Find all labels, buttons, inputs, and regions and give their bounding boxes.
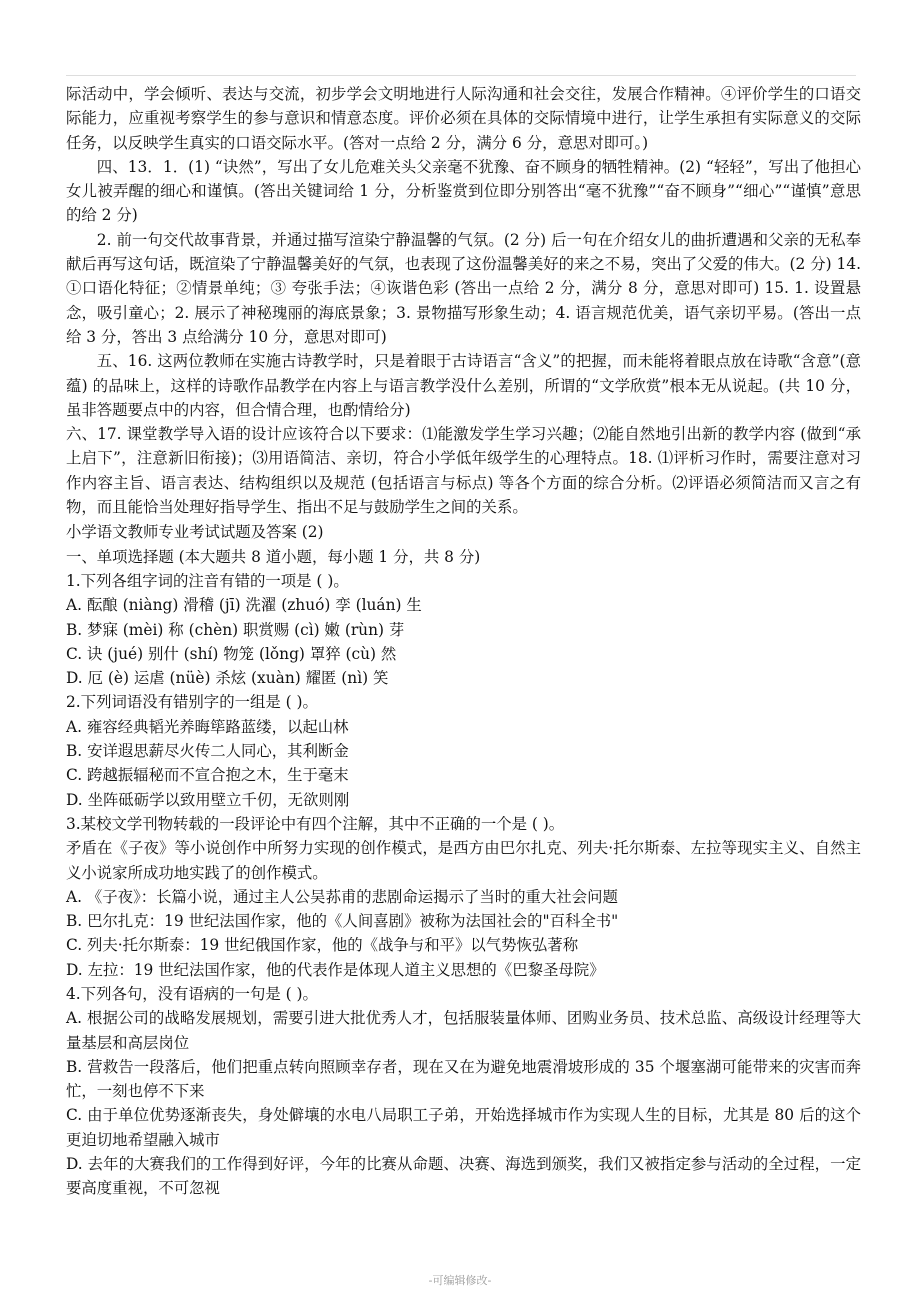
answer-paragraph-3: 2. 前一句交代故事背景，并通过描写渲染宁静温馨的气氛。(2 分) 后一句在介绍女儿的曲折遭遇和父亲的无私奉献后再写这句话，既渲染了宁静温馨美好的气氛，也表现了这份温馨美好的来之不易，突出了父爱的伟大。(2 分) 14. ①口语化特征；②情景单纯；③ 夸张手法；④诙谐色彩 (答出一点给 2 分，满分 8 分，意思对即可) 15. 1. 设置悬念，吸引童心；2. 展示了神秘瑰丽的海底景象；3. 景物描写形象生动；4. 语言规范优美，语气亲切平易。(答出一点给 3 分，答出 3 点给满分 10 分，意思对即可) (66, 230, 861, 346)
question-1-option-d: D. 厄 (è) 运虐 (nüè) 杀炫 (xuàn) 耀匿 (nì) 笑 (66, 669, 389, 688)
question-4-option-d: D. 去年的大赛我们的工作得到好评，今年的比赛从命题、决赛、海选到颁奖，我们又被指定参与活动的全过程，一定要高度重视，不可忽视 (66, 1155, 861, 1198)
question-2-option-c: C. 跨越振辐秘而不宣合抱之木，生于毫末 (66, 766, 349, 785)
question-3-option-d: D. 左拉：19 世纪法国作家，他的代表作是体现人道主义思想的《巴黎圣母院》 (66, 960, 605, 979)
question-2-option-a: A. 雍容经典韬光养晦筚路蓝缕，以起山林 (66, 717, 349, 736)
answer-paragraph-5: 六、17. 课堂教学导入语的设计应该符合以下要求：⑴能激发学生学习兴趣；⑵能自然地引出新的教学内容 (做到“承上启下”，注意新旧衔接)；⑶用语简洁、亲切，符合小学低年级学生的心理特点。18. ⑴评析习作时，需要注意对习作内容主旨、语言表达、结构组织以及规范 (包括语言与标点) 等各个方面的综合分析。⑵评语必须简洁而又言之有物，而且能恰当处理好指导学生、指出不足与鼓励学生之间的关系。 (66, 425, 861, 517)
question-1-option-b: B. 梦寐 (mèi) 称 (chèn) 职赏赐 (cì) 嫩 (rùn) 芽 (66, 620, 405, 639)
question-2-option-d: D. 坐阵砥砺学以致用壁立千仞，无欲则刚 (66, 790, 350, 809)
question-4-option-b: B. 营救告一段落后，他们把重点转向照顾幸存者，现在又在为避免地震滑坡形成的 35 个堰塞湖可能带来的灾害而奔忙，一刻也停不下来 (66, 1057, 861, 1101)
question-4-option-a: A. 根据公司的战略发展规划，需要引进大批优秀人才，包括服装量体师、团购业务员、技术总监、高级设计经理等大量基层和高层岗位 (66, 1009, 861, 1052)
answer-paragraph-1: 际活动中，学会倾听、表达与交流，初步学会文明地进行人际沟通和社会交往，发展合作精神。④评价学生的口语交际能力，应重视考察学生的参与意识和情意态度。评价必须在具体的交际情境中进行，让学生承担有实际意义的交际任务，以反映学生真实的口语交际水平。(答对一点给 2 分，满分 6 分，意思对即可。) (66, 85, 861, 152)
answer-paragraph-2: 四、13．1．(1) “诀然”，写出了女儿危难关头父亲毫不犹豫、奋不顾身的牺牲精神。(2) “轻轻”，写出了他担心女儿被弄醒的细心和谨慎。(答出关键词给 1 分，分析鉴赏到位即分别答出“毫不犹豫”“奋不顾身”“细心”“谨慎”意思的给 2 分) (66, 157, 861, 225)
section-heading: 一、单项选择题 (本大题共 8 道小题，每小题 1 分，共 8 分) (66, 547, 481, 566)
answer-paragraph-4: 五、16. 这两位教师在实施古诗教学时，只是着眼于古诗语言“含义”的把握，而未能将着眼点放在诗歌“含意”(意蕴) 的品味上，这样的诗歌作品教学在内容上与语言教学没什么差别，所谓的“文学欣赏”根本无从说起。(共 10 分，虽非答题要点中的内容，但合情合理，也酌情给分) (66, 352, 861, 419)
question-3-stem: 3.某校文学刊物转载的一段评论中有四个注解，其中不正确的一个是 ( )。 (66, 814, 565, 833)
question-2-option-b: B. 安详遐思薪尽火传二人同心，其利断金 (66, 742, 349, 761)
question-1-stem: 1.下列各组字词的注音有错的一项是 ( )。 (66, 571, 349, 590)
question-3-option-b: B. 巴尔扎克：19 世纪法国作家，他的《人间喜剧》被称为法国社会的"百科全书" (66, 912, 619, 931)
question-3-passage: 矛盾在《子夜》等小说创作中所努力实现的创作模式，是西方由巴尔扎克、列夫·托尔斯泰、左拉等现实主义、自然主义小说家所成功地实践了的创作模式。 (66, 839, 861, 882)
page-footer: -可编辑修改- (428, 1274, 492, 1287)
question-1-option-a: A. 酝酿 (niàng) 滑稽 (jī) 洗濯 (zhuó) 孪 (luán) 生 (66, 596, 422, 615)
question-3-option-c: C. 列夫·托尔斯泰：19 世纪俄国作家，他的《战争与和平》以气势恢弘著称 (66, 936, 579, 955)
question-2-stem: 2.下列词语没有错别字的一组是 ( )。 (66, 693, 318, 712)
question-1-option-c: C. 诀 (jué) 别什 (shí) 物笼 (lǒng) 罩猝 (cù) 然 (66, 644, 397, 663)
question-4-option-c: C. 由于单位优势逐渐丧失，身处僻壤的水电八局职工子弟，开始选择城市作为实现人生的目标，尤其是 80 后的这个更迫切地希望融入城市 (66, 1106, 861, 1149)
exam-title: 小学语文教师专业考试试题及答案 (2) (66, 523, 324, 542)
header-rule (66, 75, 856, 76)
question-3-option-a: A. 《子夜》：长篇小说，通过主人公吴荪甫的悲剧命运揭示了当时的重大社会问题 (66, 887, 618, 906)
document-body (66, 82, 861, 1201)
question-4-stem: 4.下列各句，没有语病的一句是 ( )。 (66, 984, 318, 1003)
